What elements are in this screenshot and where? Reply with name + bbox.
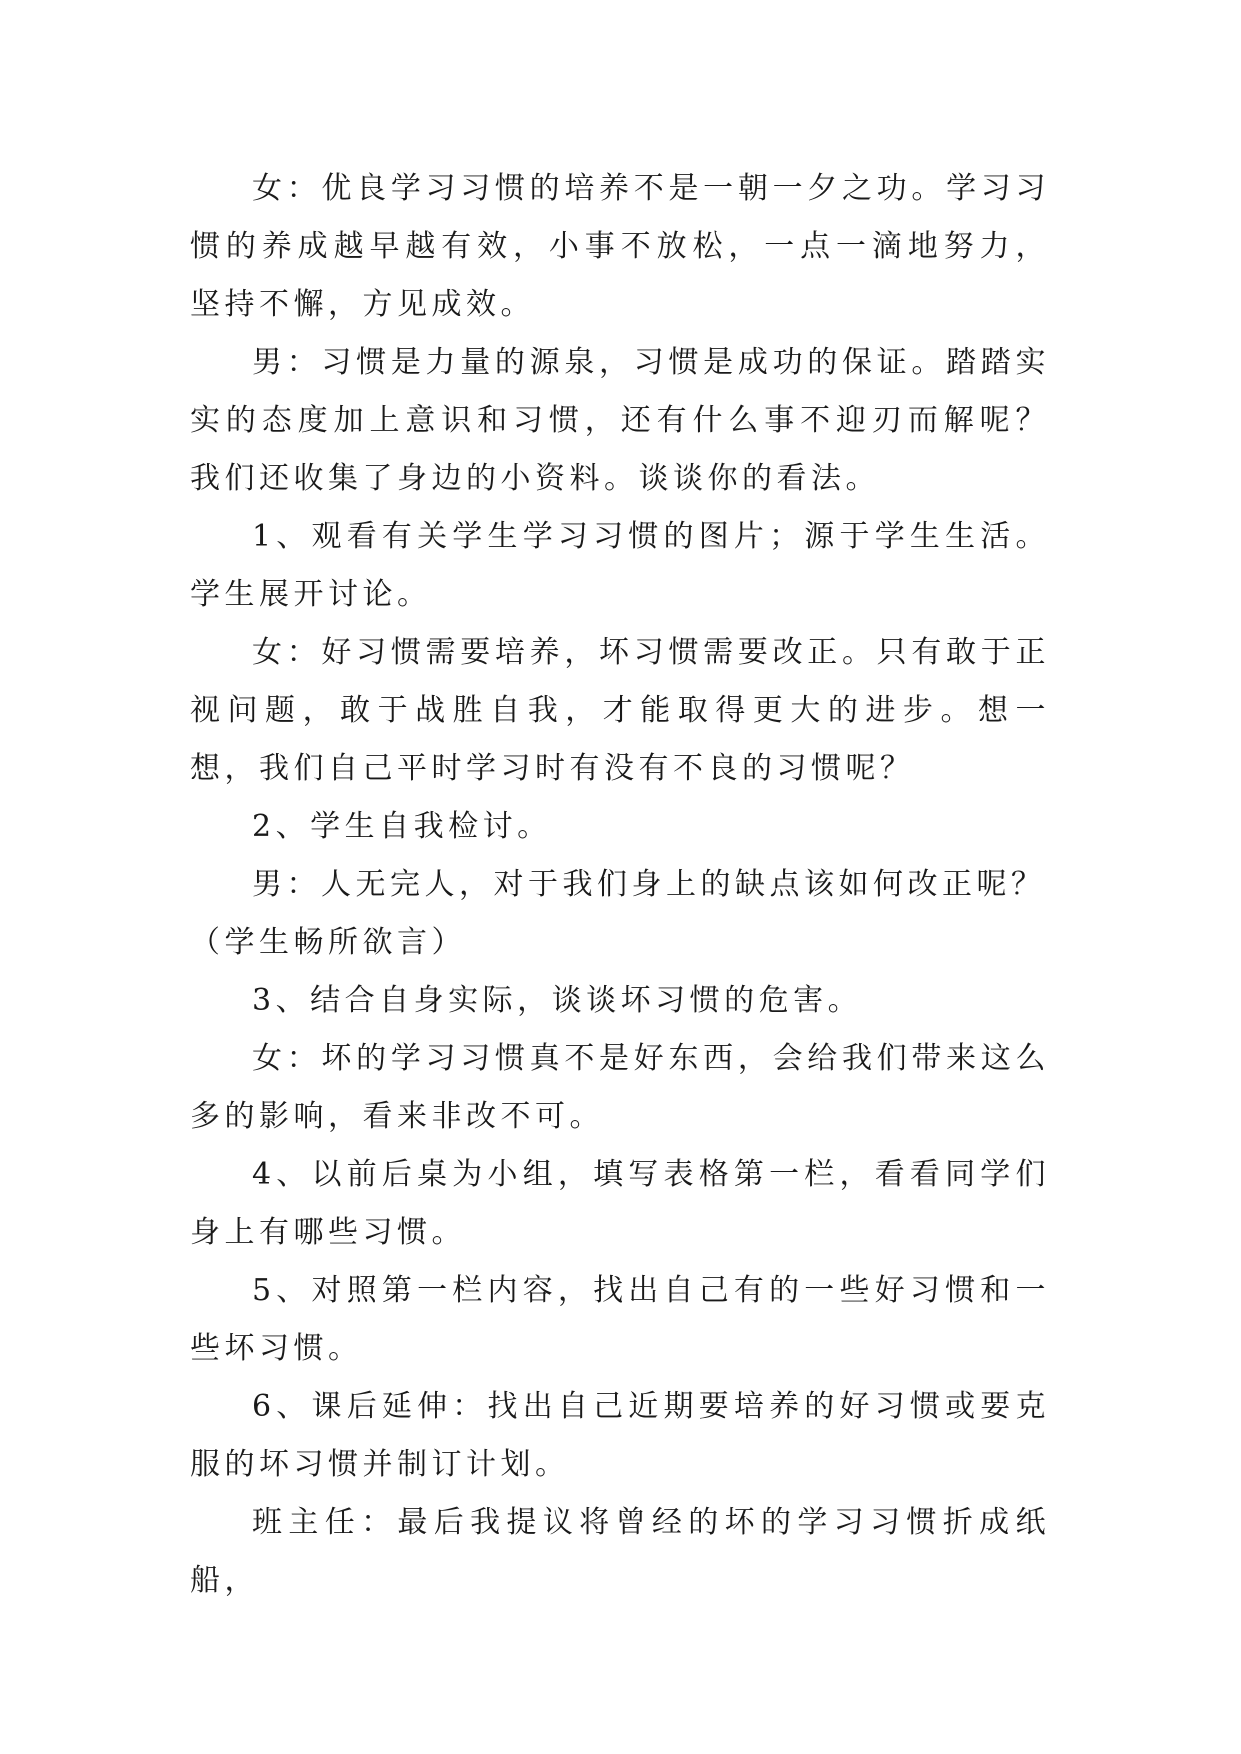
paragraph-13: 班主任：最后我提议将曾经的坏的学习习惯折成纸船， xyxy=(190,1505,1050,1598)
document-body xyxy=(190,160,1050,1610)
paragraph-3: 1、观看有关学生学习习惯的图片；源于学生生活。学生展开讨论。 xyxy=(190,519,1050,612)
paragraph-7: （学生畅所欲言） xyxy=(190,925,466,960)
paragraph-12: 6、课后延伸：找出自己近期要培养的好习惯或要克服的坏习惯并制订计划。 xyxy=(190,1389,1050,1482)
paragraph-4: 女：好习惯需要培养，坏习惯需要改正。只有敢于正视问题，敢于战胜自我，才能取得更大的进步。想一想，我们自己平时学习时有没有不良的习惯呢？ xyxy=(190,635,1050,786)
paragraph-10: 4、以前后桌为小组，填写表格第一栏，看看同学们身上有哪些习惯。 xyxy=(190,1157,1050,1250)
paragraph-6: 男：人无完人，对于我们身上的缺点该如何改正呢？ xyxy=(252,867,1046,902)
paragraph-9: 女：坏的学习习惯真不是好东西，会给我们带来这么多的影响，看来非改不可。 xyxy=(190,1041,1050,1134)
paragraph-8: 3、结合自身实际，谈谈坏习惯的危害。 xyxy=(252,983,863,1018)
paragraph-2: 男：习惯是力量的源泉，习惯是成功的保证。踏踏实实的态度加上意识和习惯，还有什么事不迎刃而解呢？我们还收集了身边的小资料。谈谈你的看法。 xyxy=(190,345,1050,496)
paragraph-5: 2、学生自我检讨。 xyxy=(252,809,552,844)
paragraph-1: 女：优良学习习惯的培养不是一朝一夕之功。学习习惯的养成越早越有效，小事不放松，一点一滴地努力，坚持不懈，方见成效。 xyxy=(190,171,1050,322)
paragraph-11: 5、对照第一栏内容，找出自己有的一些好习惯和一些坏习惯。 xyxy=(190,1273,1050,1366)
